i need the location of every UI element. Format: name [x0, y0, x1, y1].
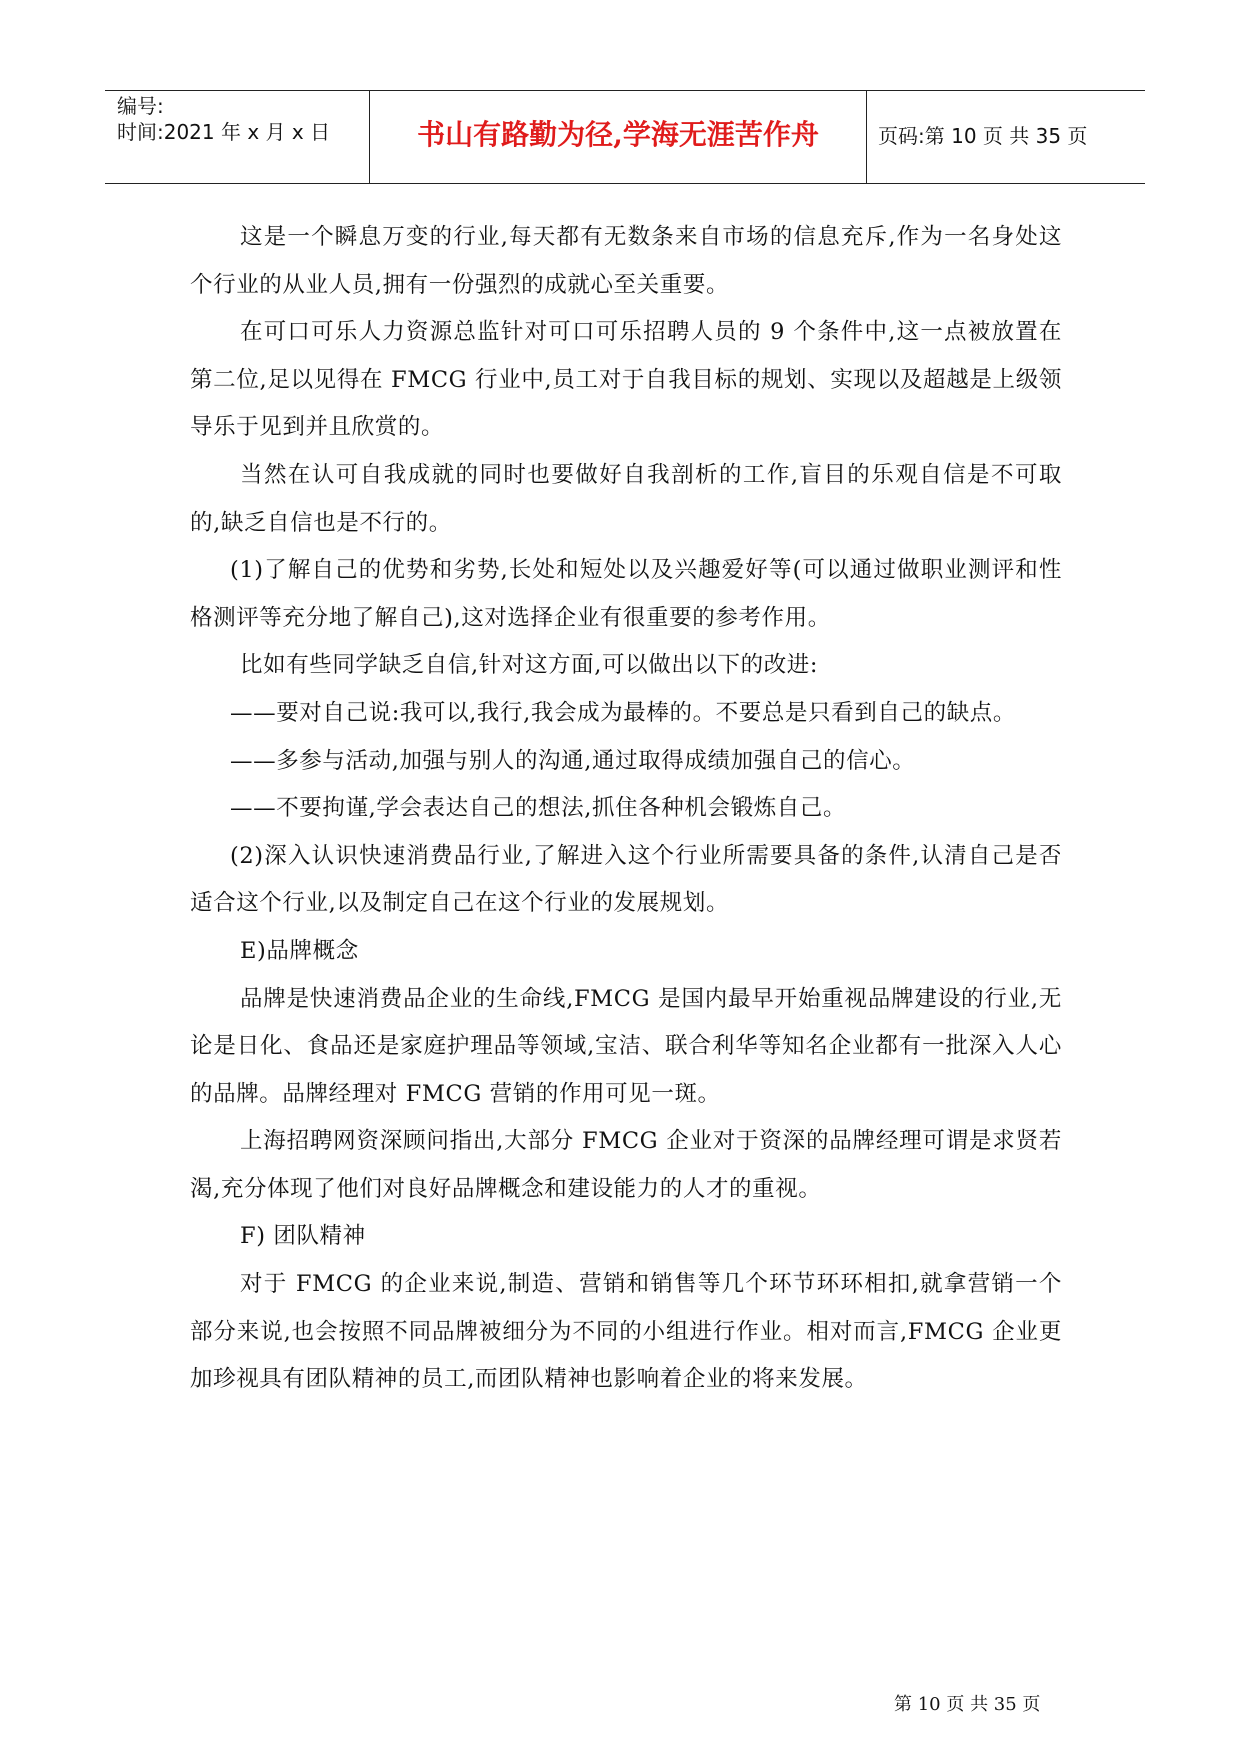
header-motto-cell [369, 91, 867, 183]
document-header [105, 90, 1145, 184]
paragraph: 品牌是快速消费品企业的生命线,FMCG 是国内最早开始重视品牌建设的行业,无论是日化、食品还是家庭护理品等领域,宝洁、联合利华等知名企业都有一批深入人心的品牌。品牌经理对 FMCG 营销的作用可见一斑。 [190, 985, 1062, 1107]
paragraph: 比如有些同学缺乏自信,针对这方面,可以做出以下的改进: [240, 652, 819, 679]
dash-list-item: ——多参与活动,加强与别人的沟通,通过取得成绩加强自己的信心。 [230, 747, 916, 774]
header-motto: 书山有路勤为径,学海无涯苦作舟 [417, 118, 819, 151]
document-time-label: 时间:2021 年 x 月 x 日 [117, 120, 331, 144]
document-code-label: 编号: [117, 94, 164, 118]
numbered-item: (1)了解自己的优势和劣势,长处和短处以及兴趣爱好等(可以通过做职业测评和性格测评等充分地了解自己),这对选择企业有很重要的参考作用。 [190, 557, 1062, 631]
numbered-item: (2)深入认识快速消费品行业,了解进入这个行业所需要具备的条件,认清自己是否适合这个行业,以及制定自己在这个行业的发展规划。 [190, 842, 1062, 917]
document-body [190, 214, 1062, 1404]
paragraph: 对于 FMCG 的企业来说,制造、营销和销售等几个环节环环相扣,就拿营销一个部分来说,也会按照不同品牌被细分为不同的小组进行作业。相对而言,FMCG 企业更加珍视具有团队精神的员工,而团队精神也影响着企业的将来发展。 [190, 1271, 1062, 1393]
dash-list-item: ——不要拘谨,学会表达自己的想法,抓住各种机会锻炼自己。 [230, 795, 847, 822]
section-heading: E)品牌概念 [240, 937, 359, 964]
paragraph: 上海招聘网资深顾问指出,大部分 FMCG 企业对于资深的品牌经理可谓是求贤若渴,充分体现了他们对良好品牌概念和建设能力的人才的重视。 [190, 1128, 1062, 1202]
page-footer-number: 第 10 页 共 35 页 [894, 1694, 1041, 1715]
paragraph: 这是一个瞬息万变的行业,每天都有无数条来自市场的信息充斥,作为一名身处这个行业的从业人员,拥有一份强烈的成就心至关重要。 [190, 224, 1062, 298]
section-heading: F) 团队精神 [240, 1223, 366, 1250]
dash-list-item: ——要对自己说:我可以,我行,我会成为最棒的。不要总是只看到自己的缺点。 [230, 699, 1016, 726]
header-info-cell [105, 91, 369, 183]
paragraph: 当然在认可自我成就的同时也要做好自我剖析的工作,盲目的乐观自信是不可取的,缺乏自信也是不行的。 [190, 461, 1062, 536]
header-page-cell [866, 91, 1145, 183]
paragraph: 在可口可乐人力资源总监针对可口可乐招聘人员的 9 个条件中,这一点被放置在第二位,足以见得在 FMCG 行业中,员工对于自我目标的规划、实现以及超越是上级领导乐于见到并且欣赏的。 [190, 319, 1062, 441]
header-page-number: 页码:第 10 页 共 35 页 [878, 124, 1088, 148]
